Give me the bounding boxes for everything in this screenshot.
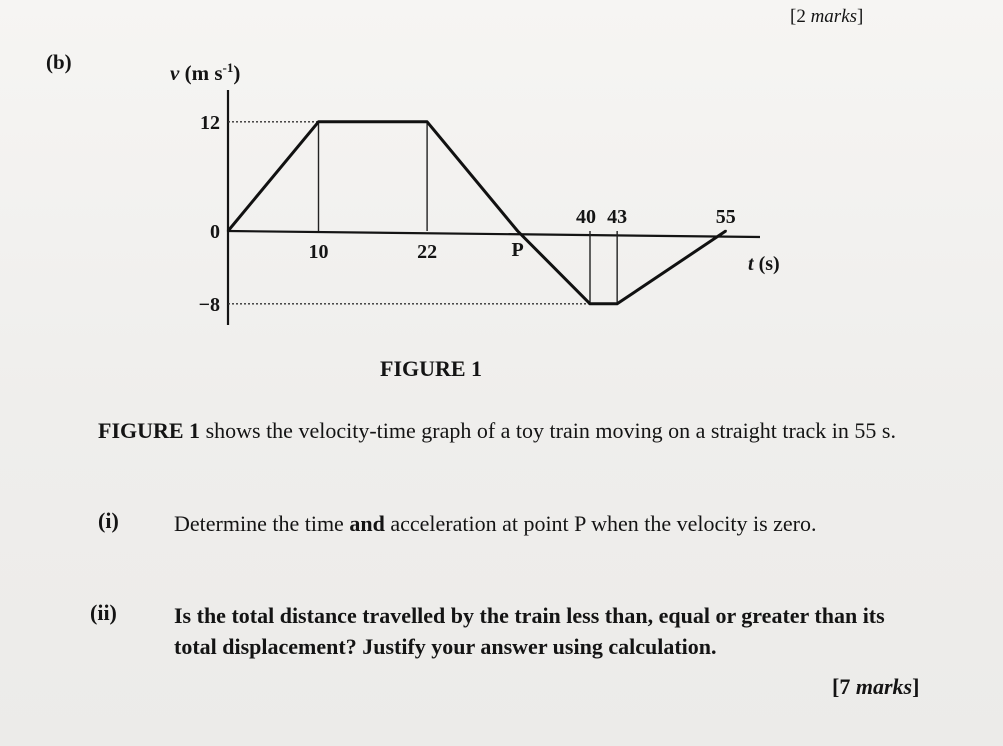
data-point (317, 121, 319, 123)
subpart-number-ii: (ii) (90, 600, 117, 625)
x-tick-label: 22 (417, 241, 438, 263)
subpart-text-i: Determine the time and acceleration at point P when the velocity is zero. (174, 511, 817, 536)
data-point (725, 230, 727, 232)
data-point (426, 121, 428, 123)
y-tick-label: −8 (198, 293, 220, 316)
x-axis-line (228, 231, 760, 237)
data-point (589, 303, 591, 305)
point-p-label: P (511, 239, 524, 261)
data-point (616, 303, 618, 305)
figure-caption: FIGURE 1 (380, 356, 483, 381)
x-tick-label: 40 (576, 206, 596, 228)
x-tick-label: 10 (308, 241, 329, 263)
subpart-number-i: (i) (98, 508, 119, 533)
y-tick-label: 0 (210, 221, 220, 243)
part-label: (b) (46, 50, 72, 74)
question-intro: FIGURE 1 shows the velocity-time graph of a toy train moving on a straight track in 55 s. (98, 418, 896, 443)
x-axis-label: t (s) (748, 253, 780, 275)
y-tick-label: 12 (200, 111, 220, 134)
data-point (516, 230, 518, 232)
marks-top: [2 marks] (790, 6, 864, 27)
subpart-text-ii: Is the total distance travelled by the train less than, equal or greater than its total displacement? Justify your answer using calculation. (174, 603, 885, 659)
y-axis-label: v (m $s^{-1}$) (170, 60, 241, 85)
x-tick-label: 55 (715, 206, 736, 228)
data-point (227, 230, 229, 232)
x-tick-label: 43 (607, 206, 628, 228)
velocity-line (228, 122, 726, 304)
marks-bottom: [7 marks] (832, 674, 920, 699)
